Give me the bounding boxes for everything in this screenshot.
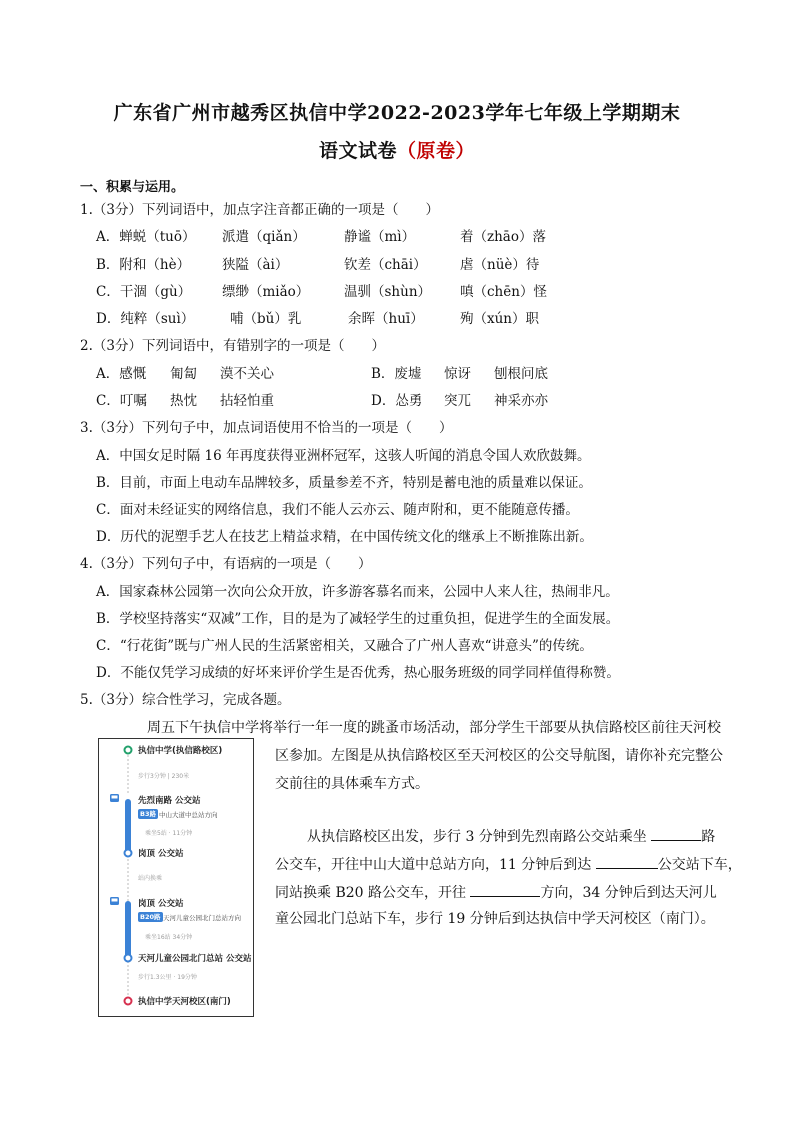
q3-option-c: C．面对未经证实的网络信息，我们不能人云亦云、随声附和，更不能随意传播。 (96, 502, 579, 518)
bus-route-map (98, 738, 254, 1017)
fill-text-3a: 同站换乘 B20 路公交车，开往 (275, 885, 467, 901)
map-route-badge-2: B20路 (140, 913, 161, 921)
q2-stem: 2.（3分）下列词语中，有错别字的一项是（ ） (80, 338, 385, 354)
q2-option-a-3: 漠不关心 (220, 366, 274, 382)
q5-intro-line-1: 周五下午执信中学将举行一年一度的跳蚤市场活动，部分学生干部要从执信路校区前往天河校 (147, 720, 721, 736)
q3-option-b: B．目前，市面上电动车品牌较多，质量参差不齐，特别是蓄电池的质量难以保证。 (96, 475, 592, 491)
q5-intro-line-3: 交前往的具体乘车方式。 (275, 776, 429, 792)
q1-option-a-4: 着（zhāo）落 (460, 229, 546, 245)
start-marker-icon (125, 747, 132, 754)
q1-option-b-4: 虐（nüè）待 (460, 257, 540, 273)
fill-text-2a: 公交车，开往中山大道中总站方向，11 分钟后到达 (275, 857, 592, 873)
map-start-name: 执信中学(执信路校区) (138, 746, 223, 756)
q2-option-d-2: 突兀 (444, 393, 471, 409)
map-end-name: 执信中学天河校区(南门) (138, 997, 231, 1007)
fill-text-3b: 方向，34 分钟后到达天河儿 (540, 885, 717, 901)
q5-fill-line-3 (275, 880, 717, 906)
q2-option-c-2: 热忱 (170, 393, 197, 409)
section-heading: 一、积累与运用。 (80, 180, 185, 195)
blank-route-number[interactable] (651, 826, 701, 841)
q2-option-a-1: A．感慨 (96, 366, 147, 382)
bus-icon (110, 897, 119, 905)
map-direction-2: 天河儿童公园北门总站方向 (163, 914, 241, 922)
q2-option-d-3: 神采亦亦 (494, 393, 548, 409)
q1-option-a-1: A．蝉蜕（tuō） (96, 229, 196, 245)
q1-option-d-1: D．纯粹（suì） (96, 311, 195, 327)
page-title: 广东省广州市越秀区执信中学2022-2023学年七年级上学期期末 (113, 102, 681, 124)
map-transfer: 站内换乘 (138, 875, 163, 882)
q1-option-b-1: B．附和（hè） (96, 257, 191, 273)
q4-option-d: D．不能仅凭学习成绩的好坏来评价学生是否优秀，热心服务班级的同学同样值得称赞。 (96, 665, 620, 681)
map-walk-2: 步行1.3公里 · 19分钟 (138, 974, 197, 981)
page-subtitle (0, 136, 794, 163)
map-stop-2: 岗顶 公交站 (138, 849, 184, 859)
q1-option-d-4: 殉（xún）职 (460, 311, 540, 327)
map-ride-2: 乘坐16站 34分钟 (145, 934, 193, 941)
q2-option-d-1: D．怂勇 (371, 393, 423, 409)
subtitle-original-tag: （原卷） (397, 140, 476, 162)
map-direction-1: 中山大道中总站方向 (159, 811, 218, 819)
subtitle-text: 语文试卷 (318, 140, 397, 162)
q5-fill-line-4: 童公园北门总站下车，步行 19 分钟后到达执信中学天河校区（南门）。 (275, 911, 715, 927)
q1-option-a-3: 静谧（mì） (344, 229, 416, 245)
q5-intro-line-2: 区参加。左图是从执信路校区至天河校区的公交导航图，请你补充完整公 (275, 748, 723, 764)
q1-option-d-2: 哺（bǔ）乳 (230, 311, 302, 327)
q2-option-c-3: 拈轻怕重 (220, 393, 274, 409)
q4-option-b: B．学校坚持落实“双减”工作，目的是为了减轻学生的过重负担，促进学生的全面发展。 (96, 611, 620, 627)
map-walk-1: 步行3分钟 | 230米 (138, 773, 190, 780)
end-marker-icon (125, 998, 132, 1005)
map-stop-3: 岗顶 公交站 (138, 899, 184, 909)
q2-option-c-1: C．叮嘱 (96, 393, 147, 409)
q1-option-c-2: 缥缈（miǎo） (222, 284, 310, 300)
q4-stem: 4.（3分）下列句子中，有语病的一项是（ ） (80, 556, 372, 572)
q3-option-a: A．中国女足时隔 16 年再度获得亚洲杯冠军，这骇人听闻的消息令国人欢欣鼓舞。 (96, 448, 591, 464)
q5-fill-line-2 (275, 852, 742, 878)
map-stop-4: 天河儿童公园北门总站 公交站 (138, 954, 252, 964)
q1-option-b-3: 钦差（chāi） (344, 257, 427, 273)
q4-option-c: C．“行花街”既与广州人民的生活紧密相关，又融合了广州人喜欢“讲意头”的传统。 (96, 638, 593, 654)
fill-text-1b: 路 (701, 829, 716, 845)
q1-option-b-2: 狭隘（ài） (222, 257, 289, 273)
q1-option-d-3: 余晖（huī） (348, 311, 424, 327)
map-stop-1: 先烈南路 公交站 (138, 796, 201, 806)
map-route-badge-1: B3路 (140, 810, 156, 818)
q3-option-d: D．历代的泥塑手艺人在技艺上精益求精，在中国传统文化的继承上不断推陈出新。 (96, 529, 593, 545)
q1-option-c-1: C．干涸（gù） (96, 284, 192, 300)
q2-option-a-2: 匍匐 (170, 366, 197, 382)
fill-text-1a: 从执信路校区出发，步行 3 分钟到先烈南路公交站乘坐 (307, 829, 647, 845)
q2-option-b-2: 惊讶 (444, 366, 471, 382)
q3-stem: 3.（3分）下列句子中，加点词语使用不恰当的一项是（ ） (80, 420, 453, 436)
q1-stem: 1.（3分）下列词语中，加点字注音都正确的一项是（ ） (80, 202, 439, 218)
q1-option-c-3: 温驯（shùn） (344, 284, 432, 300)
q4-option-a: A．国家森林公园第一次向公众开放，许多游客慕名而来，公园中人来人往，热闹非凡。 (96, 584, 619, 600)
q2-option-b-3: 刨根问底 (494, 366, 548, 382)
q5-fill-line-1 (307, 824, 715, 850)
blank-transfer-stop[interactable] (596, 854, 658, 869)
bus-icon (110, 794, 119, 802)
q2-option-b-1: B．废墟 (371, 366, 422, 382)
fill-text-2b: 公交站下车， (657, 857, 742, 873)
q5-stem: 5.（3分）综合性学习，完成各题。 (80, 692, 291, 708)
map-ride-1: 乘坐5站 · 11分钟 (145, 830, 193, 837)
q1-option-c-4: 嗔（chēn）怪 (460, 284, 547, 300)
q1-option-a-2: 派遣（qiǎn） (222, 229, 306, 245)
blank-direction[interactable] (470, 882, 540, 897)
